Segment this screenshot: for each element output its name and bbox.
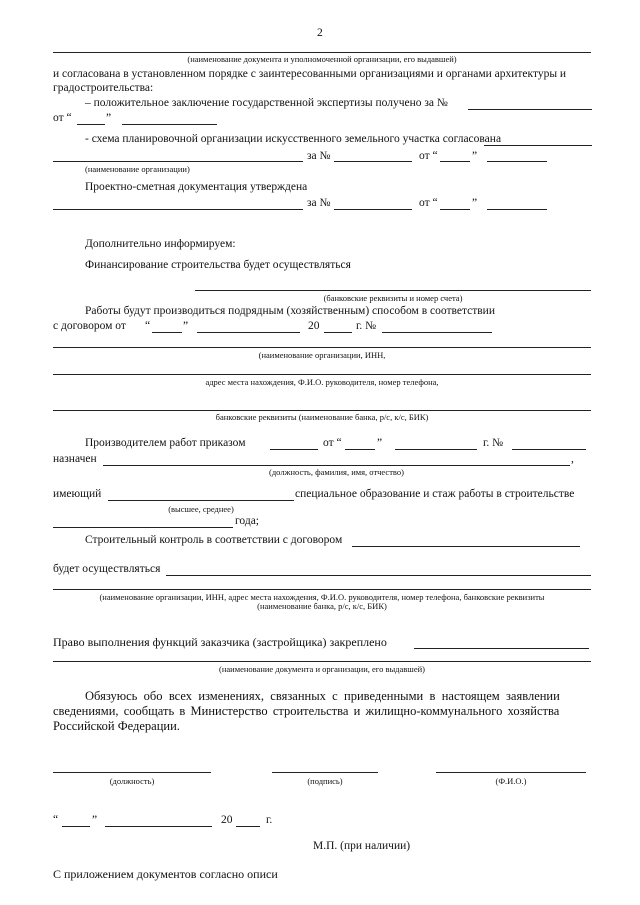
caption-address: адрес места нахождения, Ф.И.О. руководителя, номер телефона, bbox=[205, 377, 439, 387]
address-line bbox=[53, 374, 591, 375]
customer-rights-text: Право выполнения функций заказчика (застройщика) закреплено bbox=[53, 635, 387, 649]
caption-control-line-2: (наименование банка, р/с, к/с, БИК) bbox=[257, 601, 387, 611]
producer-text: Производителем работ приказом bbox=[85, 437, 246, 449]
expertise-day-line bbox=[77, 124, 105, 125]
fio-line bbox=[436, 772, 586, 773]
scheme-line bbox=[484, 145, 592, 146]
contract-text: с договором от bbox=[53, 320, 126, 332]
caption-signature: (подпись) bbox=[307, 776, 343, 786]
control-text: Строительный контроль в соответствии с договором bbox=[85, 534, 343, 546]
caption-org-name: (наименование организации) bbox=[85, 164, 190, 174]
appointed-line bbox=[103, 465, 570, 466]
date-year-line bbox=[236, 826, 260, 827]
appointed-text: назначен bbox=[53, 453, 97, 465]
quote-open: “ bbox=[145, 320, 151, 332]
scheme-day-line bbox=[440, 161, 470, 162]
control-org-line-2 bbox=[53, 589, 591, 590]
producer-date-line bbox=[395, 449, 477, 450]
document-org-line bbox=[53, 52, 591, 53]
agreed-line-2: градостроительства: bbox=[53, 82, 154, 94]
caption-control-line-1: (наименование организации, ИНН, адрес места нахождения, Ф.И.О. руководителя, номер телефона, банковские реквизиты bbox=[99, 592, 545, 602]
contract-number-label: г. № bbox=[356, 320, 377, 332]
having-text: имеющий bbox=[53, 488, 102, 500]
design-docs-line bbox=[53, 209, 303, 210]
agreed-line-1: и согласована в установленном порядке с заинтересованными организациями и органами архитектуры и bbox=[53, 68, 567, 80]
obligation-line-3: Российской Федерации. bbox=[53, 719, 180, 733]
design-day-line bbox=[440, 209, 470, 210]
will-be-text: будет осуществляться bbox=[53, 563, 161, 575]
quote-close: ” bbox=[106, 112, 112, 124]
caption-education: (высшее, среднее) bbox=[168, 504, 234, 514]
expertise-text: – положительное заключение государственной экспертизы получено за № bbox=[85, 97, 448, 109]
producer-day-line bbox=[345, 449, 375, 450]
works-text: Работы будут производиться подрядным (хозяйственным) способом в соответствии bbox=[85, 305, 495, 317]
date-g-suffix: г. bbox=[266, 814, 273, 826]
contract-year-line bbox=[324, 332, 352, 333]
quote-close: ” bbox=[472, 197, 478, 209]
producer-number-line bbox=[512, 449, 586, 450]
quote-close: ” bbox=[183, 320, 189, 332]
producer-from-label: от “ bbox=[323, 437, 342, 449]
order-number-line bbox=[270, 449, 318, 450]
quote-close: ” bbox=[92, 814, 98, 826]
design-number-label: за № bbox=[307, 197, 331, 209]
caption-document-org-2: (наименование документа и организации, его выдавшей) bbox=[219, 664, 425, 674]
caption-document-org: (наименование документа и уполномоченной организации, его выдавшей) bbox=[187, 54, 457, 64]
design-from-label: от “ bbox=[419, 197, 438, 209]
design-number-line bbox=[334, 209, 412, 210]
signature-line bbox=[272, 772, 378, 773]
stamp-text: М.П. (при наличии) bbox=[313, 840, 411, 852]
producer-number-label: г. № bbox=[483, 437, 504, 449]
caption-fio: (Ф.И.О.) bbox=[495, 776, 527, 786]
caption-position: (должность, фамилия, имя, отчество) bbox=[269, 467, 404, 477]
org-inn-line bbox=[53, 347, 591, 348]
expertise-number-line bbox=[468, 109, 592, 110]
caption-org-inn: (наименование организации, ИНН, bbox=[258, 350, 386, 360]
experience-years-line bbox=[53, 527, 233, 528]
expertise-from-label: от “ bbox=[53, 112, 72, 124]
design-docs-text: Проектно-сметная документация утверждена bbox=[85, 181, 308, 193]
date-day-line bbox=[62, 826, 90, 827]
caption-bank-details: банковские реквизиты (наименование банка, р/с, к/с, БИК) bbox=[215, 412, 429, 422]
quote-close: ” bbox=[472, 150, 478, 162]
attachments-text: С приложением документов согласно описи bbox=[53, 867, 278, 881]
design-date-line bbox=[487, 209, 547, 210]
obligation-line-2: сведениями, сообщать в Министерство строительства и жилищно-коммунального хозяйства bbox=[53, 704, 560, 718]
bank-details-line bbox=[53, 410, 591, 411]
scheme-text: - схема планировочной организации искусственного земельного участка согласована bbox=[85, 133, 502, 145]
page-number: 2 bbox=[317, 27, 323, 39]
contract-month-line bbox=[197, 332, 300, 333]
control-contract-line bbox=[352, 546, 580, 547]
caption-sig-position: (должность) bbox=[109, 776, 155, 786]
years-text: года; bbox=[235, 515, 259, 527]
scheme-org-line bbox=[53, 161, 303, 162]
scheme-date-line bbox=[487, 161, 547, 162]
control-org-line bbox=[166, 575, 591, 576]
quote-close: ” bbox=[377, 437, 383, 449]
scheme-from-label: от “ bbox=[419, 150, 438, 162]
scheme-number-label: за № bbox=[307, 150, 331, 162]
special-education-text: специальное образование и стаж работы в строительстве bbox=[295, 488, 575, 500]
education-line bbox=[108, 500, 294, 501]
scheme-number-line bbox=[334, 161, 412, 162]
obligation-line-1: Обязуюсь обо всех изменениях, связанных с приведенными в настоящем заявлении bbox=[85, 689, 560, 703]
date-quote-open: “ bbox=[53, 814, 59, 826]
contract-year-prefix: 20 bbox=[308, 320, 320, 332]
financing-text: Финансирование строительства будет осуществляться bbox=[85, 259, 351, 271]
date-month-line bbox=[105, 826, 212, 827]
contract-number-line bbox=[382, 332, 492, 333]
financing-line bbox=[195, 290, 591, 291]
additionally-text: Дополнительно информируем: bbox=[85, 238, 236, 250]
date-year-prefix: 20 bbox=[221, 814, 233, 826]
customer-rights-line-2 bbox=[53, 661, 591, 662]
expertise-date-line bbox=[122, 124, 217, 125]
caption-bank-account: (банковские реквизиты и номер счета) bbox=[323, 293, 463, 303]
position-signature-line bbox=[53, 772, 211, 773]
contract-day-line bbox=[152, 332, 182, 333]
comma: , bbox=[571, 453, 574, 465]
customer-rights-line bbox=[414, 648, 589, 649]
